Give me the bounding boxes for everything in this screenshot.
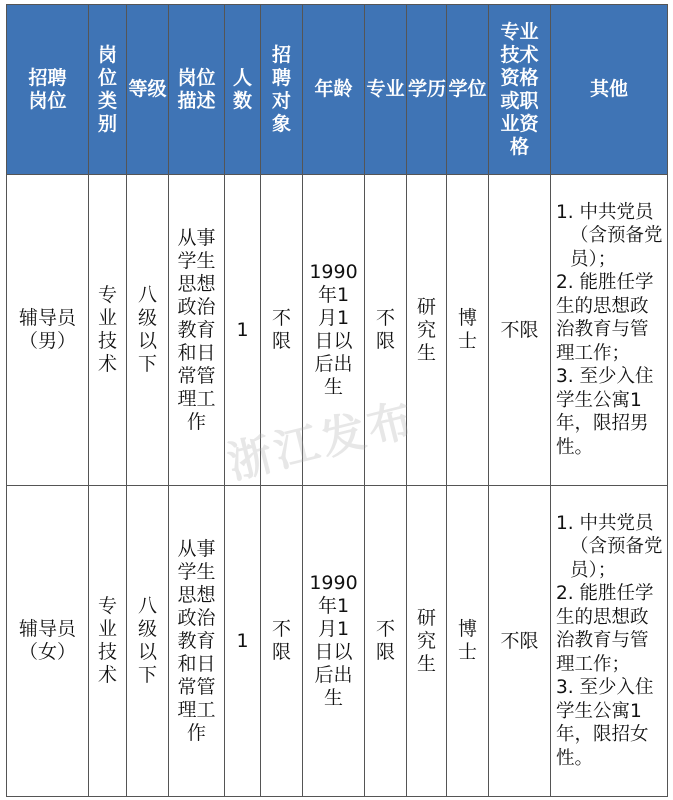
header-qualification: 专业技术资格或职业资格 [489,5,551,175]
recruitment-table [6,4,668,797]
other-item: （含预备党员）； [570,536,663,581]
cell-other [551,486,668,797]
header-degree: 学位 [447,5,489,175]
header-type: 岗位类别 [89,5,127,175]
cell-education: 研究生 [407,486,447,797]
cell-grade: 八级以下 [127,486,169,797]
cell-qualification: 不限 [489,175,551,486]
cell-target: 不限 [261,175,303,486]
cell-desc: 从事学生思想政治教育和日常管理工作 [169,175,225,486]
cell-qualification: 不限 [489,486,551,797]
header-education: 学历 [407,5,447,175]
other-item: 2. 能胜任学生的思想政治教育与管理工作； [556,272,654,364]
cell-age: 1990年1月1日以后出生 [303,175,365,486]
header-grade: 等级 [127,5,169,175]
cell-major: 不限 [365,486,407,797]
cell-degree: 博士 [447,486,489,797]
cell-target: 不限 [261,486,303,797]
cell-type: 专业技术 [89,486,127,797]
header-target: 招聘对象 [261,5,303,175]
cell-age: 1990年1月1日以后出生 [303,486,365,797]
cell-other [551,175,668,486]
cell-major: 不限 [365,175,407,486]
header-count: 人数 [225,5,261,175]
other-item: 1. 中共党员 [556,512,654,534]
header-age: 年龄 [303,5,365,175]
other-item: 2. 能胜任学生的思想政治教育与管理工作； [556,583,654,675]
header-other: 其他 [551,5,668,175]
cell-type: 专业技术 [89,175,127,486]
other-item: （含预备党员）； [570,225,663,270]
table-row [7,486,668,797]
header-desc: 岗位描述 [169,5,225,175]
table-row [7,175,668,486]
cell-desc: 从事学生思想政治教育和日常管理工作 [169,486,225,797]
watermark: 浙江发布 [222,393,422,490]
table-header-row [7,5,668,175]
cell-grade: 八级以下 [127,175,169,486]
other-item: 1. 中共党员 [556,201,654,223]
cell-count: 1 [225,175,261,486]
cell-degree: 博士 [447,175,489,486]
cell-education: 研究生 [407,175,447,486]
cell-count: 1 [225,486,261,797]
header-position: 招聘岗位 [7,5,89,175]
cell-position: 辅导员（男） [7,175,89,486]
other-item: 3. 至少入住学生公寓1年，限招女性。 [556,677,654,769]
other-item: 3. 至少入住学生公寓1年，限招男性。 [556,366,654,458]
cell-position: 辅导员（女） [7,486,89,797]
header-major: 专业 [365,5,407,175]
